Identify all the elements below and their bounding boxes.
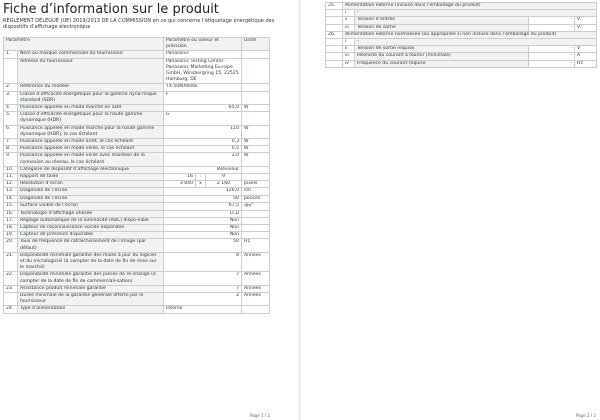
row-unit: A <box>575 53 597 60</box>
row-label: Durée minimale de la garantie générale offerte par le fournisseur <box>18 293 164 306</box>
row-number: 5. <box>4 112 18 125</box>
row-label: Tension d’entrée <box>355 17 529 24</box>
row-value: Téléviseur <box>164 166 242 173</box>
unit-exponent: 2 <box>251 202 254 205</box>
row-label: Puissance appelée en mode marche pour la haute gamme dynamique (HDR), le cas échéant <box>18 125 164 138</box>
product-info-table <box>3 37 270 314</box>
row-number: 26. <box>326 31 343 38</box>
row-unit: Hz <box>242 239 270 252</box>
table-row <box>4 217 270 224</box>
row-label: Alimentation externe normalisée (ou appropriée si non incluse dans l’emballage du produit) <box>343 31 597 38</box>
row-unit: W <box>242 125 270 138</box>
row-number: 4. <box>4 105 18 112</box>
page-number: Page 2 / 2 <box>576 413 596 418</box>
row-number: 8. <box>4 146 18 153</box>
row-label: Capteur de reconnaissance vocale disponible <box>18 225 164 232</box>
table-row <box>4 210 270 217</box>
table-row <box>326 24 597 31</box>
row-label: Tension de sortie <box>355 24 529 31</box>
row-value: 0,5 <box>164 146 242 153</box>
row-number: 21. <box>4 252 18 272</box>
row-number: 6. <box>4 125 18 138</box>
row-value-sep: : <box>196 174 206 181</box>
row-label: Diagonale de l’écran <box>18 188 164 195</box>
row-number <box>326 39 343 46</box>
header-unit: Unité <box>242 38 270 51</box>
row-subnumber: ii <box>343 46 355 53</box>
row-value: 8 <box>164 252 242 272</box>
row-label: Classe d’efficacité énergétique pour la gamme dyna-mique standard (SDR) <box>18 91 164 104</box>
row-unit <box>242 174 270 181</box>
row-unit: Années <box>242 293 270 306</box>
row-number: 11. <box>4 174 18 181</box>
table-row <box>4 91 270 104</box>
row-number <box>326 24 343 31</box>
row-unit <box>242 202 270 210</box>
row-label: Puissance appelée en mode veille, le cas échéant <box>18 146 164 153</box>
row-label: Assistance produit minimale garantie <box>18 285 164 292</box>
row-number: 20. <box>4 239 18 252</box>
table-row <box>326 3 597 10</box>
table-row <box>4 306 270 313</box>
row-number: 7. <box>4 139 18 146</box>
row-label: - <box>355 39 597 46</box>
page-1 <box>0 0 298 420</box>
table-row <box>4 84 270 91</box>
table-row <box>326 10 597 17</box>
row-value: Non <box>164 232 242 239</box>
table-row <box>4 166 270 173</box>
row-label: Alimentation externe (incluse dans l’emballage du produit) <box>343 3 597 10</box>
row-label: Puissance appelée en mode veille avec maintien de la connexion au réseau, le cas échéant <box>18 153 164 166</box>
row-unit <box>242 58 270 84</box>
row-unit <box>242 232 270 239</box>
row-label: Diagonale de l’écran <box>18 195 164 202</box>
row-unit <box>242 210 270 217</box>
table-row <box>326 46 597 53</box>
row-number: 2. <box>4 84 18 91</box>
row-value: 126,0 <box>164 188 242 195</box>
row-label: Type d’alimentation <box>18 306 164 313</box>
row-number <box>326 17 343 24</box>
row-number: 22. <box>4 272 18 285</box>
regulation-text: RÈGLEMENT DÉLÉGUÉ (UE) 2019/2013 DE LA COMMISSION en ce qui concerne l’étiquetage énergétique des dispositifs d’affichage électronique <box>3 18 275 31</box>
table-row <box>4 293 270 306</box>
row-number: 23. <box>4 285 18 292</box>
row-unit: Années <box>242 272 270 285</box>
table-row <box>4 202 270 210</box>
table-row <box>4 232 270 239</box>
row-unit: W <box>242 105 270 112</box>
row-label: Disponibilité minimale garantie des mises à jour du logiciel et du micrologiciel (à compter de la date de fin de mise sur le marché) <box>18 252 164 272</box>
row-label: Catégorie de dispositif d’affichage électronique <box>18 166 164 173</box>
row-label: - <box>355 10 597 17</box>
row-value: 50 <box>164 239 242 252</box>
row-label: Tension de sortie requise <box>355 46 529 53</box>
table-row <box>4 125 270 138</box>
row-subnumber: i <box>343 39 355 46</box>
row-value: - <box>529 60 575 67</box>
row-number: 15. <box>4 202 18 210</box>
table-row <box>4 272 270 285</box>
row-unit <box>242 84 270 91</box>
row-label: Classe d’efficacité énergétique pour la haute gamme dynamique (HDR) <box>18 112 164 125</box>
row-unit: Années <box>242 285 270 292</box>
row-value: 50 <box>164 195 242 202</box>
row-value: Non <box>164 217 242 224</box>
row-value: - <box>529 46 575 53</box>
row-number <box>326 10 343 17</box>
table-row <box>4 252 270 272</box>
row-value: 67,5 <box>164 202 242 210</box>
row-number <box>326 46 343 53</box>
row-value-b: 9 <box>206 174 242 181</box>
row-label: Réglage automatique de la luminosité (ABC) dispo-nible <box>18 217 164 224</box>
row-value: 7 <box>164 285 242 292</box>
row-value: Panasonic <box>164 51 242 58</box>
table-row <box>4 146 270 153</box>
row-unit: W <box>242 153 270 166</box>
row-unit: V <box>575 17 597 24</box>
row-value: - <box>529 24 575 31</box>
table-header-row <box>4 38 270 51</box>
table-row <box>4 225 270 232</box>
row-label: Taux de fréquence de rafraîchissement de l’image (par défaut) <box>18 239 164 252</box>
header-parameter: Paramètre <box>4 38 164 51</box>
row-unit: V <box>575 24 597 31</box>
row-value: Non <box>164 225 242 232</box>
table-row <box>4 285 270 292</box>
row-value: 65,0 <box>164 105 242 112</box>
row-subnumber: iv <box>343 60 355 67</box>
unit-text: dm <box>244 203 252 209</box>
table-row <box>326 31 597 38</box>
row-unit: Hz <box>575 60 597 67</box>
row-number <box>326 53 343 60</box>
table-row <box>4 195 270 202</box>
row-label: Rapport de taille <box>18 174 164 181</box>
row-unit: Années <box>242 252 270 272</box>
row-value-sep: x <box>196 181 206 188</box>
row-label: Adresse du fournisseur. <box>18 58 164 84</box>
row-subnumber: iii <box>343 53 355 60</box>
row-value-a: 3 840 <box>164 181 196 188</box>
row-number: 9. <box>4 153 18 166</box>
table-row <box>326 39 597 46</box>
row-unit: cm <box>242 188 270 195</box>
row-value: 0,3 <box>164 139 242 146</box>
row-number: 18. <box>4 225 18 232</box>
row-unit <box>242 225 270 232</box>
table-row <box>4 174 270 181</box>
row-unit <box>242 306 270 313</box>
row-number <box>326 60 343 67</box>
row-unit: pixels <box>242 181 270 188</box>
row-number: 1. <box>4 51 18 58</box>
row-value: Interne <box>164 306 242 313</box>
row-unit: W <box>242 139 270 146</box>
row-number <box>4 58 18 84</box>
row-value: F <box>164 91 242 104</box>
row-label: Technologie d’affichage utilisée <box>18 210 164 217</box>
row-number: 14. <box>4 195 18 202</box>
row-number: 24. <box>4 306 18 313</box>
table-row <box>326 53 597 60</box>
page-2 <box>301 0 600 420</box>
row-value: G <box>164 112 242 125</box>
row-unit <box>242 217 270 224</box>
table-row <box>4 58 270 84</box>
header-value: Paramètre ou valeur et précision <box>164 38 242 51</box>
row-unit <box>242 51 270 58</box>
row-value: Panasonic Testing Center - Panasonic Marketing Eu-rope GmbH, Winsbergring 15, 22525 Hamburg, DE <box>164 58 242 84</box>
row-value-b: 2 160 <box>206 181 242 188</box>
row-label: Fréquence du courant requise <box>355 60 529 67</box>
row-label: Nom ou marque commerciale du fournisseur. <box>18 51 164 58</box>
row-value: 7 <box>164 272 242 285</box>
row-number: 10. <box>4 166 18 173</box>
row-label: Intensité du courant à fournir (minimale) <box>355 53 529 60</box>
table-row <box>4 51 270 58</box>
row-label: Capteur de présence disponible <box>18 232 164 239</box>
row-subnumber: iii <box>343 24 355 31</box>
row-label: Résolution d’écran <box>18 181 164 188</box>
row-subnumber: ii <box>343 17 355 24</box>
row-value: 110 <box>164 125 242 138</box>
row-number: 12. <box>4 181 18 188</box>
row-unit <box>242 91 270 104</box>
row-value: - <box>529 53 575 60</box>
row-number <box>4 293 18 306</box>
row-value: TX-50MX600E <box>164 84 242 91</box>
row-value: 2 <box>164 293 242 306</box>
table-row <box>4 112 270 125</box>
page-number: Page 1 / 2 <box>250 413 270 418</box>
row-unit: V <box>575 46 597 53</box>
table-row <box>4 153 270 166</box>
table-row <box>326 17 597 24</box>
row-label: Puissance appelée en mode marche en SDR <box>18 105 164 112</box>
row-value: 2,0 <box>164 153 242 166</box>
table-row <box>4 139 270 146</box>
table-row <box>4 105 270 112</box>
row-unit <box>242 166 270 173</box>
row-number: 25. <box>326 3 343 10</box>
row-value: - <box>529 17 575 24</box>
row-unit: W <box>242 146 270 153</box>
row-number: 16. <box>4 210 18 217</box>
table-row <box>4 239 270 252</box>
row-subnumber: i <box>343 10 355 17</box>
row-unit: pouces <box>242 195 270 202</box>
row-label: Puissance appelée en mode arrêt, le cas échéant <box>18 139 164 146</box>
row-number: 3. <box>4 91 18 104</box>
row-value: LCD <box>164 210 242 217</box>
row-label: Disponibilité minimale garantie des pièces de re-change (à compter de la date de fin de commerciali-sation) <box>18 272 164 285</box>
row-label: Référence du modèle <box>18 84 164 91</box>
row-unit <box>242 112 270 125</box>
row-value-a: 16 <box>164 174 196 181</box>
row-number: 13. <box>4 188 18 195</box>
table-row <box>326 60 597 67</box>
page-title: Fiche d’information sur le produit <box>3 2 219 17</box>
row-label: Surface visible de l’écran <box>18 202 164 210</box>
table-row <box>4 181 270 188</box>
row-number: 19. <box>4 232 18 239</box>
power-supply-table <box>325 2 597 68</box>
table-row <box>4 188 270 195</box>
row-number: 17. <box>4 217 18 224</box>
